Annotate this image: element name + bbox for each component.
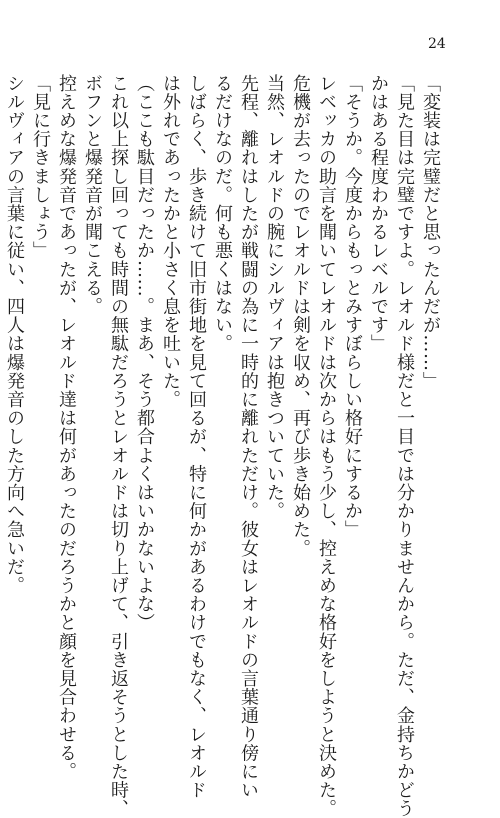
text-line: レベッカの助言を聞いてレオルドは次からはもう少し、控えめな格好をしようと決めた。 xyxy=(316,74,337,818)
text-line: かはある程度わかるレベルです」 xyxy=(368,74,389,353)
text-line: シルヴィアの言葉に従い、四人は爆発音のした方向へ急いだ。 xyxy=(4,74,25,595)
page-number: 24 xyxy=(428,36,446,52)
text-line: しばらく、歩き続けて旧市街地を見て回るが、特に何かがあるわけでもなく、レオルド xyxy=(186,74,207,800)
text-line: 「変装は完璧だと思ったんだが……」 xyxy=(420,74,441,391)
text-line: 当然、レオルドの腕にシルヴィアは抱きついていた。 xyxy=(264,74,285,521)
text-line: 危機が去ったのでレオルドは剣を収め、再び歩き始めた。 xyxy=(290,74,311,558)
text-line: ボフンと爆発音が聞こえる。 xyxy=(82,74,103,316)
text-line: 「見に行きましょう」 xyxy=(30,74,51,260)
text-line: 先程、離れはしたが戦闘の為に一時的に離れただけ。彼女はレオルドの言葉通り傍にい xyxy=(238,74,259,800)
text-line: （ここも駄目だったか……。まあ、そう都合よくはいかないよな） xyxy=(134,74,155,632)
vertical-text-body xyxy=(4,74,443,818)
text-line: は外れであったかと小さく息を吐いた。 xyxy=(160,74,181,409)
text-line: 「見た目は完璧ですよ。レオルド様だと一目では分かりませんから。ただ、金持ちかどう xyxy=(394,74,415,818)
text-line: るだけなのだ。何も悪くはない。 xyxy=(212,74,233,353)
text-line: これ以上探し回っても時間の無駄だろうとレオルドは切り上げて、引き返そうとした時、 xyxy=(108,74,129,818)
text-line: 控えめな爆発音であったが、レオルド達は何があったのだろうかと顔を見合わせる。 xyxy=(56,74,77,781)
text-line: 「そうか。今度からもっとみすぼらしい格好にするか」 xyxy=(342,74,363,539)
